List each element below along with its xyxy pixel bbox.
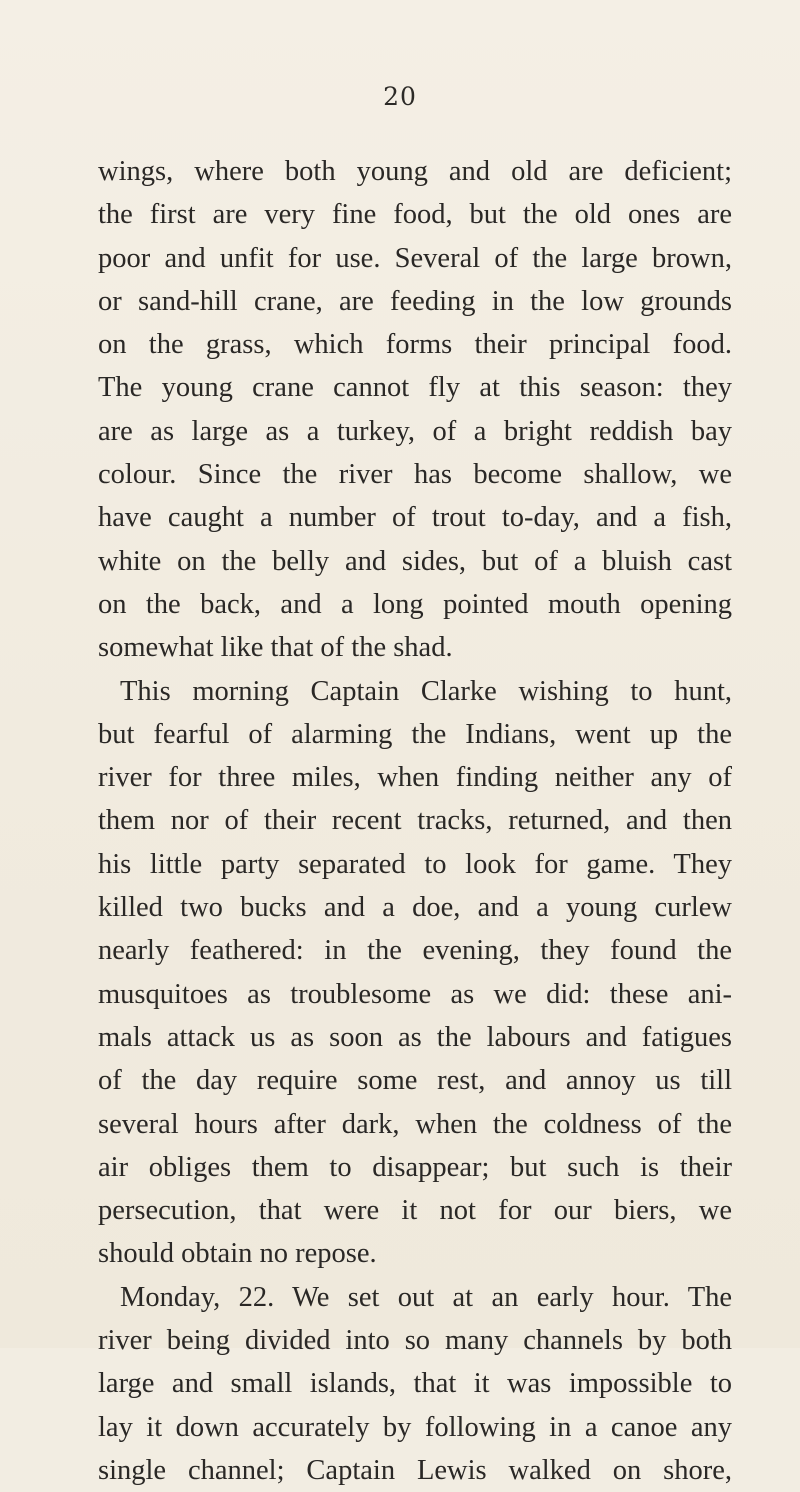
text-line: river for three miles, when finding neither any of xyxy=(98,762,732,794)
text-line: white on the belly and sides, but of a bluish cast xyxy=(98,545,732,577)
text-line: poor and unfit for use. Several of the large brown, xyxy=(98,242,732,274)
text-line: killed two bucks and a doe, and a young curlew xyxy=(98,892,732,924)
text-line: his little party separated to look for game. They xyxy=(98,848,732,880)
text-line: wings, where both young and old are deficient; xyxy=(98,156,732,187)
text-line: large and small islands, that it was impossible to xyxy=(98,1368,732,1400)
text-line: persecution, that were it not for our biers, we xyxy=(98,1195,732,1227)
text-line: lay it down accurately by following in a canoe any xyxy=(98,1411,732,1443)
text-line: but fearful of alarming the Indians, went up the xyxy=(98,718,732,750)
body-text xyxy=(98,150,732,1492)
text-line: the first are very fine food, but the old ones are xyxy=(98,199,732,231)
page-number: 20 xyxy=(383,82,417,111)
text-line: them nor of their recent tracks, returned, and then xyxy=(98,805,732,837)
text-line: air obliges them to disappear; but such is their xyxy=(98,1151,732,1183)
text-line: The young crane cannot fly at this season: they xyxy=(98,372,732,404)
text-line: single channel; Captain Lewis walked on shore, xyxy=(98,1454,732,1486)
text-line: have caught a number of trout to-day, and a fish, xyxy=(98,502,732,534)
text-line: This morning Captain Clarke wishing to hunt, xyxy=(120,675,732,707)
text-line: should obtain no repose. xyxy=(98,1238,377,1270)
text-line: Monday, 22. We set out at an early hour. The xyxy=(120,1281,732,1313)
text-line: mals attack us as soon as the labours and fatigues xyxy=(98,1021,732,1053)
text-line: or sand-hill crane, are feeding in the low grounds xyxy=(98,285,732,317)
text-line: nearly feathered: in the evening, they found the xyxy=(98,935,732,967)
text-line: musquitoes as troublesome as we did: these ani- xyxy=(98,978,732,1010)
text-line: somewhat like that of the shad. xyxy=(98,632,453,664)
text-line: on the grass, which forms their principal food. xyxy=(98,329,732,361)
text-line: on the back, and a long pointed mouth opening xyxy=(98,588,732,620)
text-line: river being divided into so many channels by both xyxy=(98,1325,732,1357)
text-line: colour. Since the river has become shallow, we xyxy=(98,459,732,491)
text-line: are as large as a turkey, of a bright reddish bay xyxy=(98,415,732,447)
text-line: of the day require some rest, and annoy us till xyxy=(98,1065,732,1097)
text-line: several hours after dark, when the coldness of the xyxy=(98,1108,732,1140)
